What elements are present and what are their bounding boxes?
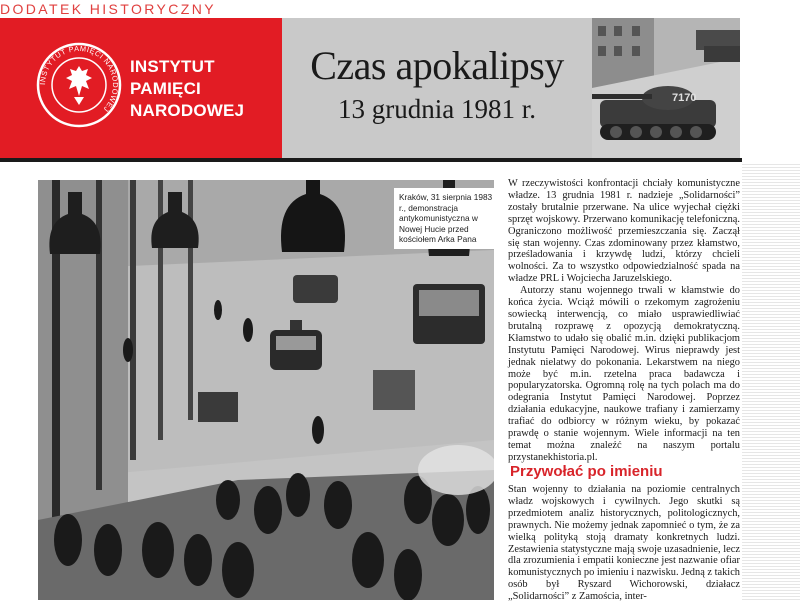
institute-line3: NARODOWEJ bbox=[130, 101, 245, 120]
adjacent-page-edge bbox=[742, 162, 800, 600]
article-paragraph-1: W rzeczywistości konfrontacji chciały komunistyczne władze. 13 grudnia 1981 r. nadzieje „Solidarności” zostały brutalnie przerwane. Na ulice wyjechał ciężki sprzęt wojskowy. Przerwano komunikację telefoniczną. Ograniczono możliwość przemieszczania się. Zaczął się stan wojenny. Czas zdominowany przez kłamstwo, prześladowania i krzywdę ludzi, którzy chcieli wolności. Za to wszystko odpowiedzialność spada na władze PRL i Wojciecha Jaruzelskiego. bbox=[508, 178, 740, 285]
page-title: Czas apokalipsy bbox=[310, 43, 564, 88]
institute-line2: PAMIĘCI bbox=[130, 79, 201, 98]
ipn-seal-icon bbox=[36, 42, 122, 128]
section-column bbox=[508, 484, 740, 603]
tank-number: 7170 bbox=[672, 92, 697, 104]
section-heading: Przywołać po imieniu bbox=[510, 463, 663, 480]
section-paragraph: Stan wojenny to działania na poziomie centralnych władz wojskowych i cywilnych. Jego skutki są przedmiotem analiz historycznych, politologicznych, prawnych. Nie możemy jednak zapomnieć o tym, że za wielką polityką stoją dramaty konkretnych ludzi. Zestawienia statystyczne mają swoje uzasadnienie, lecz dla zrozumienia i empatii konieczne jest nazwanie ofiar komunistycznych po imieniu i nazwisku. Jedną z takich osób był Ryszard Wichorowski, działacz „Solidarności” z Zamościa, inter- bbox=[508, 484, 741, 603]
supplement-bar bbox=[0, 0, 800, 18]
headline-panel bbox=[282, 18, 592, 158]
institute-line1: INSTYTUT bbox=[130, 57, 215, 76]
institute-name bbox=[130, 56, 244, 122]
demonstration-photo bbox=[38, 180, 494, 600]
page-subtitle: 13 grudnia 1981 r. bbox=[338, 94, 536, 124]
supplement-label: DODATEK HISTORYCZNY bbox=[0, 1, 216, 17]
header-rule bbox=[0, 158, 742, 162]
article-paragraph-2: Autorzy stanu wojennego trwali w kłamstwie do końca życia. Wciąż mówili o rzekomym zagrożeniu sowiecką interwencją, co miało usprawiedliwiać brutalną rozprawę z opozycją demokratyczną. Kłamstwo to udało się obalić m.in. dzięki publikacjom Instytutu Pamięci Narodowej. Wirus nieprawdy jest jednak nielatwy do pokonania. Lekarstwem na niego może być m.in. rzetelna praca badawcza i popularyzatorska. Ogromną rolę na tych polach ma do odegrania Instytut Pamięci Narodowej. Poprzez działania edukacyjne, naukowe trafiany i zamierzamy trafiać do odbiorcy w różnym wieku, by pokazać prawdę o stanie wojennym. Wiele informacji na ten temat można znaleźć na naszym portalu przystanekhistoria.pl. bbox=[508, 285, 740, 463]
masthead bbox=[0, 18, 800, 158]
ipn-logo-panel bbox=[0, 18, 282, 158]
tank-photo bbox=[592, 18, 740, 158]
article-column bbox=[508, 178, 740, 464]
photo-caption: Kraków, 31 sierpnia 1983 r., demonstracja antykomunistyczna w Nowej Hucie przed kościołem Arka Pana bbox=[394, 188, 494, 249]
svg-text:INSTYTUT PAMIĘCI NARODOWEJ: INSTYTUT PAMIĘCI NARODOWEJ bbox=[37, 43, 121, 115]
